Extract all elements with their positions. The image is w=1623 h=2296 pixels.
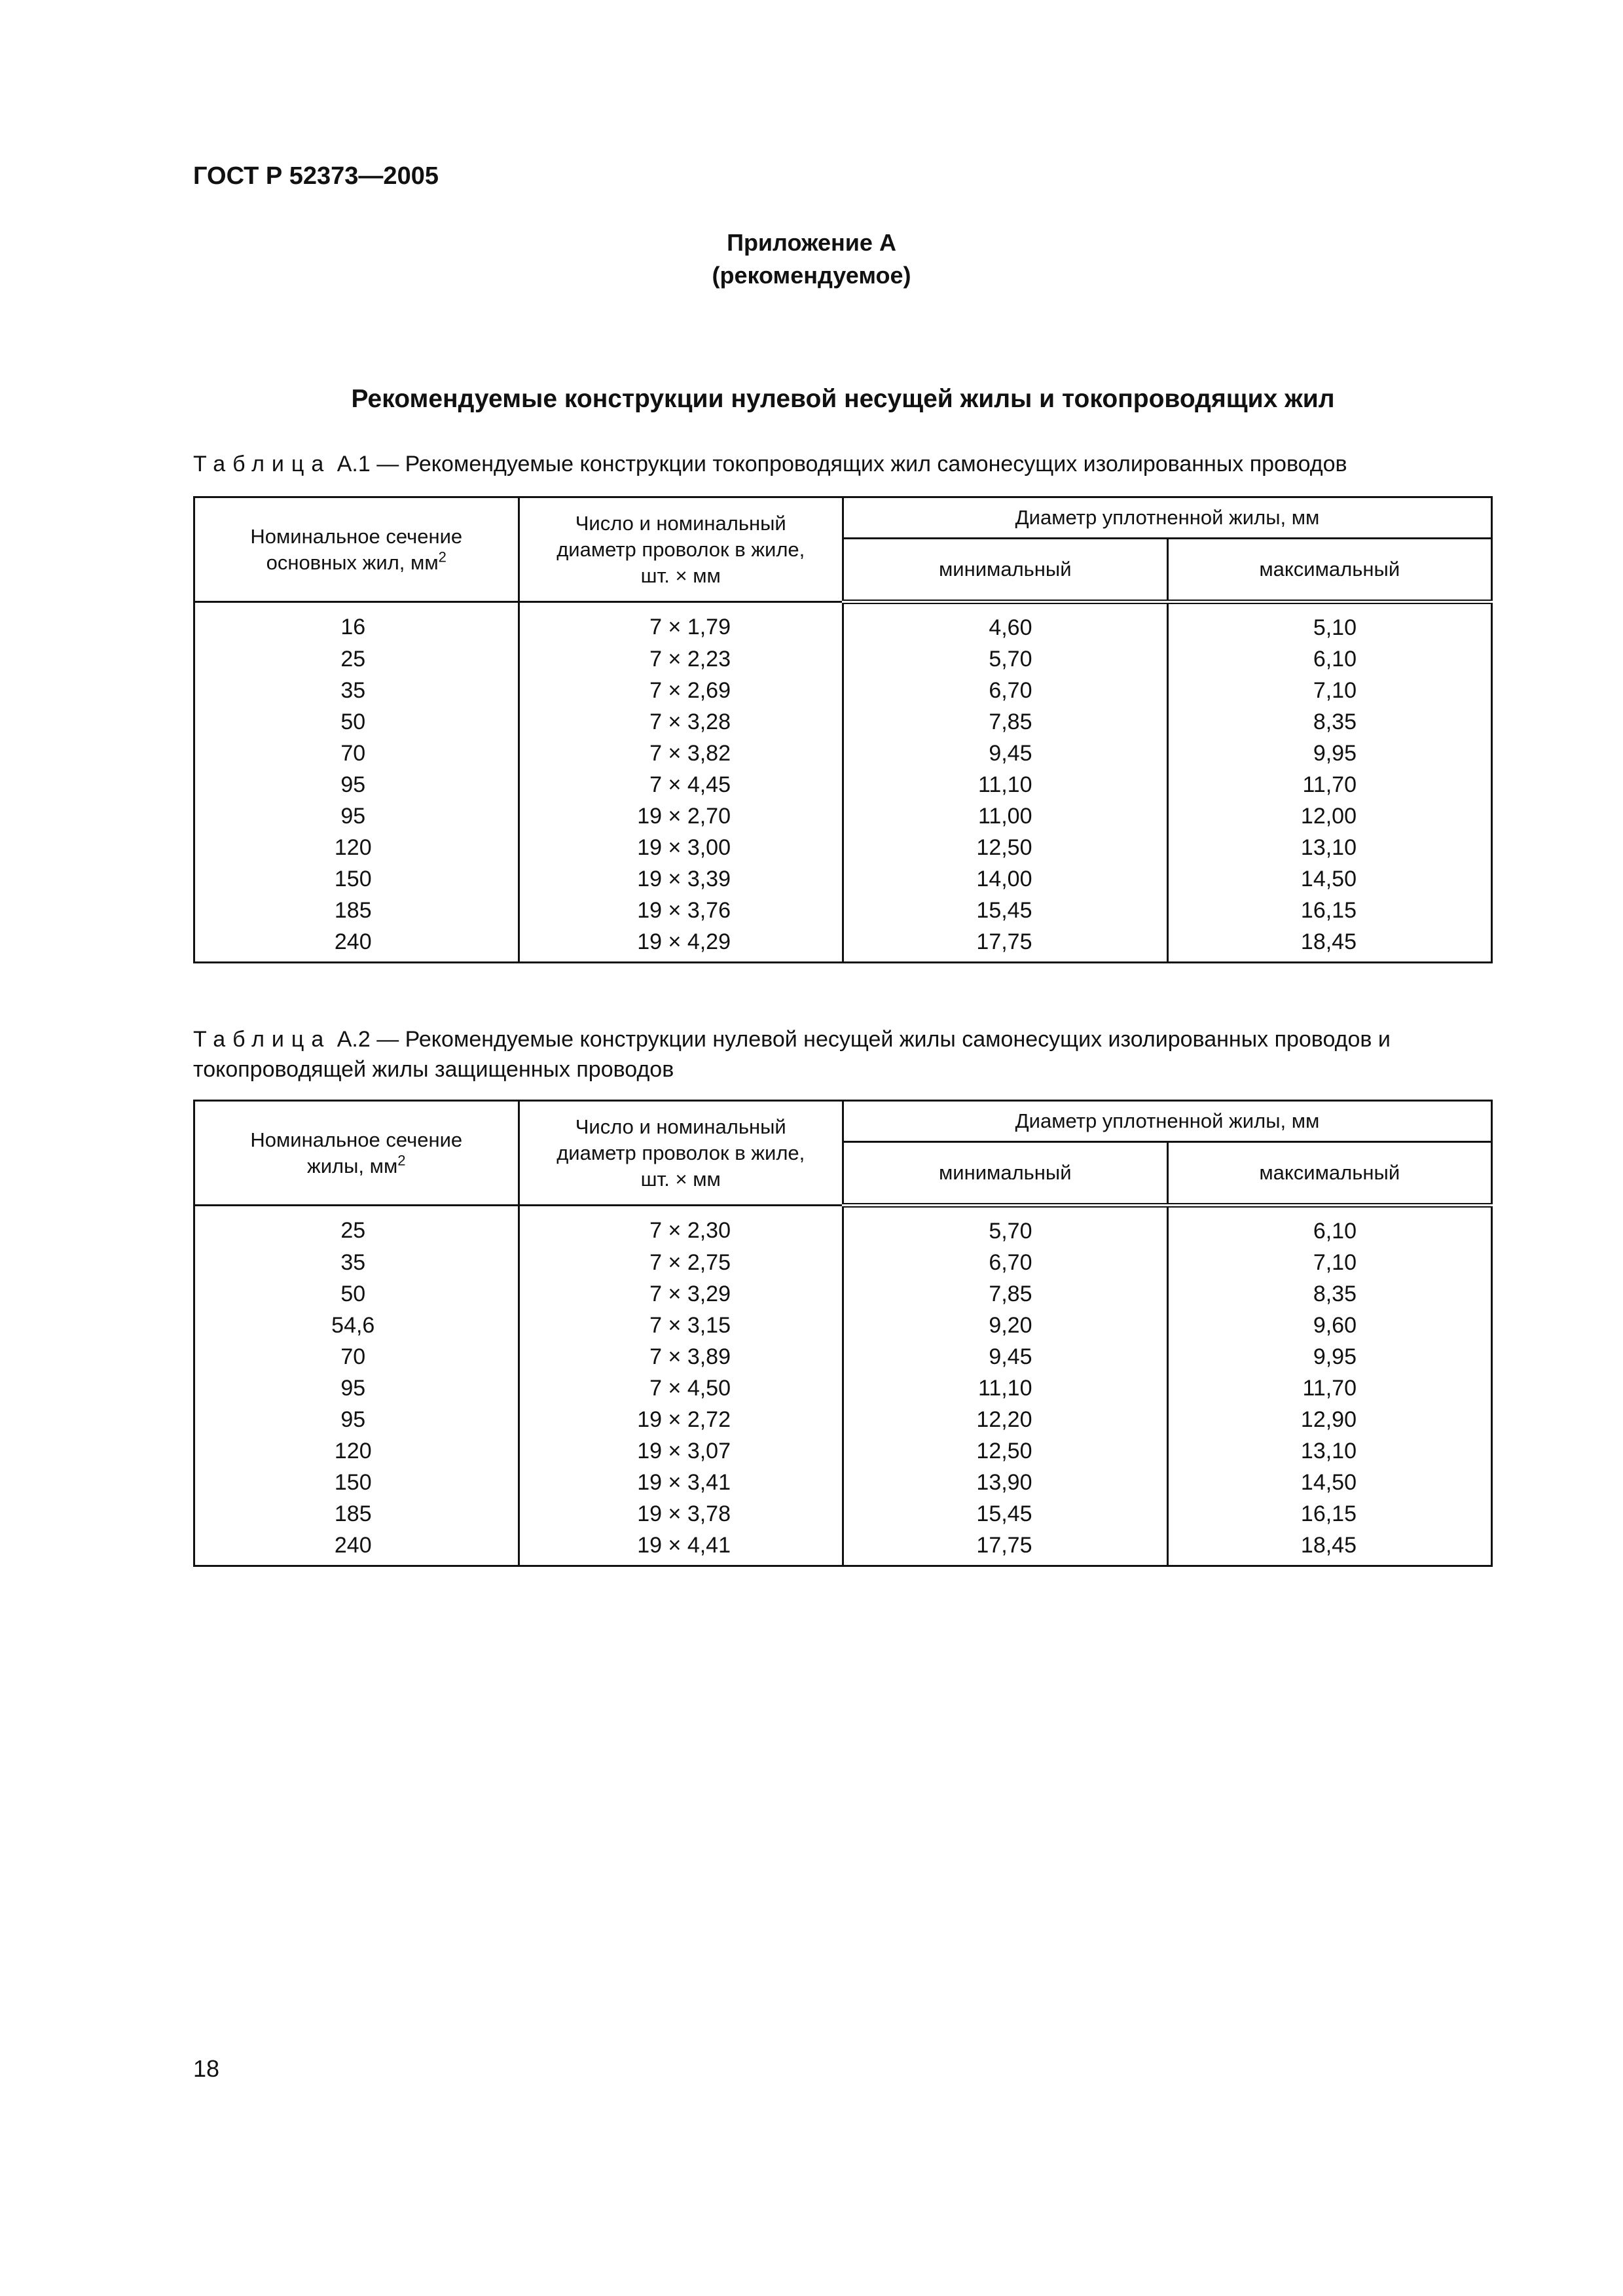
wire-cell: 7 × 2,30 xyxy=(519,1206,843,1247)
table-row xyxy=(194,1467,1492,1498)
table1-header-wire-line1: Число и номинальный xyxy=(575,511,786,535)
max-diameter-cell: 6,10 xyxy=(1167,643,1492,675)
table1-header-nominal-line2 xyxy=(195,550,518,576)
min-diameter-cell: 15,45 xyxy=(843,895,1168,926)
section-title: Рекомендуемые конструкции нулевой несущей жилы и токопроводящих жил xyxy=(351,385,1335,413)
min-diameter-cell: 11,00 xyxy=(843,800,1168,832)
wire-cell: 7 × 4,50 xyxy=(519,1372,843,1404)
table2-caption-prefix: Таблица xyxy=(193,1027,331,1052)
nominal-cell: 50 xyxy=(194,706,519,738)
table1-header-wire xyxy=(519,497,843,602)
max-diameter-cell: 8,35 xyxy=(1167,1278,1492,1310)
min-diameter-cell: 6,70 xyxy=(843,1247,1168,1278)
nominal-cell: 16 xyxy=(194,602,519,644)
max-diameter-cell: 7,10 xyxy=(1167,675,1492,706)
max-diameter-cell: 16,15 xyxy=(1167,895,1492,926)
table-row xyxy=(194,643,1492,675)
table-row xyxy=(194,800,1492,832)
max-diameter-cell: 12,00 xyxy=(1167,800,1492,832)
table1 xyxy=(193,496,1493,963)
min-diameter-cell: 7,85 xyxy=(843,1278,1168,1310)
nominal-cell: 185 xyxy=(194,895,519,926)
nominal-cell: 240 xyxy=(194,1530,519,1566)
table1-header-nominal xyxy=(194,497,519,602)
table-row xyxy=(194,1310,1492,1341)
page-number: 18 xyxy=(193,2055,220,2082)
wire-cell: 7 × 3,28 xyxy=(519,706,843,738)
nominal-cell: 35 xyxy=(194,1247,519,1278)
annex-title: Приложение А xyxy=(727,229,896,256)
table2-caption xyxy=(193,1024,1529,1085)
table-row xyxy=(194,1206,1492,1247)
wire-cell: 19 × 2,72 xyxy=(519,1404,843,1435)
table-row xyxy=(194,1435,1492,1467)
max-diameter-cell: 11,70 xyxy=(1167,769,1492,800)
wire-cell: 19 × 3,41 xyxy=(519,1467,843,1498)
wire-cell: 7 × 2,69 xyxy=(519,675,843,706)
nominal-cell: 35 xyxy=(194,675,519,706)
wire-cell: 7 × 3,29 xyxy=(519,1278,843,1310)
table-row xyxy=(194,832,1492,863)
max-diameter-cell: 13,10 xyxy=(1167,832,1492,863)
table-row xyxy=(194,706,1492,738)
table1-header-wire-line3: шт. × мм xyxy=(640,564,721,587)
max-diameter-cell: 11,70 xyxy=(1167,1372,1492,1404)
max-diameter-cell: 13,10 xyxy=(1167,1435,1492,1467)
table2-header-diameter: Диаметр уплотненной жилы, мм xyxy=(843,1101,1492,1142)
table-row xyxy=(194,769,1492,800)
max-diameter-cell: 9,95 xyxy=(1167,1341,1492,1372)
max-diameter-cell: 12,90 xyxy=(1167,1404,1492,1435)
min-diameter-cell: 5,70 xyxy=(843,1206,1168,1247)
table-row xyxy=(194,926,1492,963)
min-diameter-cell: 17,75 xyxy=(843,1530,1168,1566)
wire-cell: 7 × 3,89 xyxy=(519,1341,843,1372)
min-diameter-cell: 9,20 xyxy=(843,1310,1168,1341)
table1-header-nominal-unit: основных жил, мм xyxy=(266,550,439,574)
nominal-cell: 240 xyxy=(194,926,519,963)
max-diameter-cell: 14,50 xyxy=(1167,1467,1492,1498)
nominal-cell: 150 xyxy=(194,863,519,895)
table2 xyxy=(193,1100,1493,1567)
nominal-cell: 25 xyxy=(194,1206,519,1247)
table2-header-min: минимальный xyxy=(843,1142,1168,1206)
wire-cell: 7 × 3,15 xyxy=(519,1310,843,1341)
min-diameter-cell: 7,85 xyxy=(843,706,1168,738)
table1-header-wire-line2: диаметр проволок в жиле, xyxy=(556,537,805,561)
min-diameter-cell: 17,75 xyxy=(843,926,1168,963)
table-row xyxy=(194,1247,1492,1278)
table1-caption-text: А.1 — Рекомендуемые конструкции токопроводящих жил самонесущих изолированных проводов xyxy=(331,452,1347,476)
document-id: ГОСТ Р 52373—2005 xyxy=(193,162,439,190)
table2-header-wire-line3: шт. × мм xyxy=(640,1167,721,1191)
nominal-cell: 50 xyxy=(194,1278,519,1310)
table-row xyxy=(194,1404,1492,1435)
table1-header-diameter: Диаметр уплотненной жилы, мм xyxy=(843,497,1492,539)
annex-subtitle: (рекомендуемое) xyxy=(712,262,911,289)
min-diameter-cell: 9,45 xyxy=(843,1341,1168,1372)
wire-cell: 19 × 4,29 xyxy=(519,926,843,963)
nominal-cell: 120 xyxy=(194,1435,519,1467)
table1-header-max: максимальный xyxy=(1167,539,1492,602)
table2-header-nominal-line1: Номинальное сечение xyxy=(250,1128,463,1151)
table-row xyxy=(194,675,1492,706)
wire-cell: 19 × 3,00 xyxy=(519,832,843,863)
nominal-cell: 54,6 xyxy=(194,1310,519,1341)
max-diameter-cell: 9,95 xyxy=(1167,738,1492,769)
min-diameter-cell: 13,90 xyxy=(843,1467,1168,1498)
nominal-cell: 95 xyxy=(194,1372,519,1404)
table1-header-nominal-line1: Номинальное сечение xyxy=(250,524,463,548)
nominal-cell: 95 xyxy=(194,1404,519,1435)
wire-cell: 19 × 3,76 xyxy=(519,895,843,926)
table2-header-max: максимальный xyxy=(1167,1142,1492,1206)
max-diameter-cell: 18,45 xyxy=(1167,926,1492,963)
table2-header-nominal xyxy=(194,1101,519,1206)
table1-header-nominal-sup: 2 xyxy=(438,548,447,565)
wire-cell: 19 × 2,70 xyxy=(519,800,843,832)
wire-cell: 19 × 4,41 xyxy=(519,1530,843,1566)
max-diameter-cell: 5,10 xyxy=(1167,602,1492,644)
nominal-cell: 150 xyxy=(194,1467,519,1498)
min-diameter-cell: 11,10 xyxy=(843,1372,1168,1404)
min-diameter-cell: 9,45 xyxy=(843,738,1168,769)
min-diameter-cell: 14,00 xyxy=(843,863,1168,895)
table2-header-nominal-line2 xyxy=(195,1153,518,1179)
max-diameter-cell: 14,50 xyxy=(1167,863,1492,895)
max-diameter-cell: 16,15 xyxy=(1167,1498,1492,1530)
table-row xyxy=(194,1372,1492,1404)
min-diameter-cell: 6,70 xyxy=(843,675,1168,706)
wire-cell: 7 × 1,79 xyxy=(519,602,843,644)
min-diameter-cell: 4,60 xyxy=(843,602,1168,644)
min-diameter-cell: 15,45 xyxy=(843,1498,1168,1530)
table-row xyxy=(194,863,1492,895)
table2-header-nominal-sup: 2 xyxy=(397,1152,406,1169)
wire-cell: 19 × 3,07 xyxy=(519,1435,843,1467)
wire-cell: 7 × 2,23 xyxy=(519,643,843,675)
table-row xyxy=(194,895,1492,926)
table2-header-nominal-unit: жилы, мм xyxy=(306,1154,398,1177)
max-diameter-cell: 18,45 xyxy=(1167,1530,1492,1566)
wire-cell: 19 × 3,78 xyxy=(519,1498,843,1530)
table2-header-wire-line2: диаметр проволок в жиле, xyxy=(556,1141,805,1164)
table2-caption-text: А.2 — Рекомендуемые конструкции нулевой несущей жилы самонесущих изолированных проводов и токопроводящей жилы защищенных проводов xyxy=(193,1027,1391,1082)
nominal-cell: 120 xyxy=(194,832,519,863)
table-row xyxy=(194,1498,1492,1530)
table-row xyxy=(194,1341,1492,1372)
nominal-cell: 70 xyxy=(194,1341,519,1372)
table1-caption-prefix: Таблица xyxy=(193,452,331,476)
table-row xyxy=(194,602,1492,644)
wire-cell: 7 × 2,75 xyxy=(519,1247,843,1278)
table1-caption xyxy=(193,449,1529,479)
min-diameter-cell: 12,20 xyxy=(843,1404,1168,1435)
table-row xyxy=(194,1278,1492,1310)
table-row xyxy=(194,1530,1492,1566)
nominal-cell: 95 xyxy=(194,800,519,832)
min-diameter-cell: 12,50 xyxy=(843,1435,1168,1467)
table1-header-min: минимальный xyxy=(843,539,1168,602)
wire-cell: 7 × 4,45 xyxy=(519,769,843,800)
max-diameter-cell: 7,10 xyxy=(1167,1247,1492,1278)
table-row xyxy=(194,738,1492,769)
min-diameter-cell: 11,10 xyxy=(843,769,1168,800)
min-diameter-cell: 5,70 xyxy=(843,643,1168,675)
max-diameter-cell: 6,10 xyxy=(1167,1206,1492,1247)
wire-cell: 19 × 3,39 xyxy=(519,863,843,895)
nominal-cell: 95 xyxy=(194,769,519,800)
table2-header-wire xyxy=(519,1101,843,1206)
min-diameter-cell: 12,50 xyxy=(843,832,1168,863)
table2-header-wire-line1: Число и номинальный xyxy=(575,1115,786,1138)
max-diameter-cell: 9,60 xyxy=(1167,1310,1492,1341)
max-diameter-cell: 8,35 xyxy=(1167,706,1492,738)
wire-cell: 7 × 3,82 xyxy=(519,738,843,769)
nominal-cell: 70 xyxy=(194,738,519,769)
nominal-cell: 185 xyxy=(194,1498,519,1530)
nominal-cell: 25 xyxy=(194,643,519,675)
